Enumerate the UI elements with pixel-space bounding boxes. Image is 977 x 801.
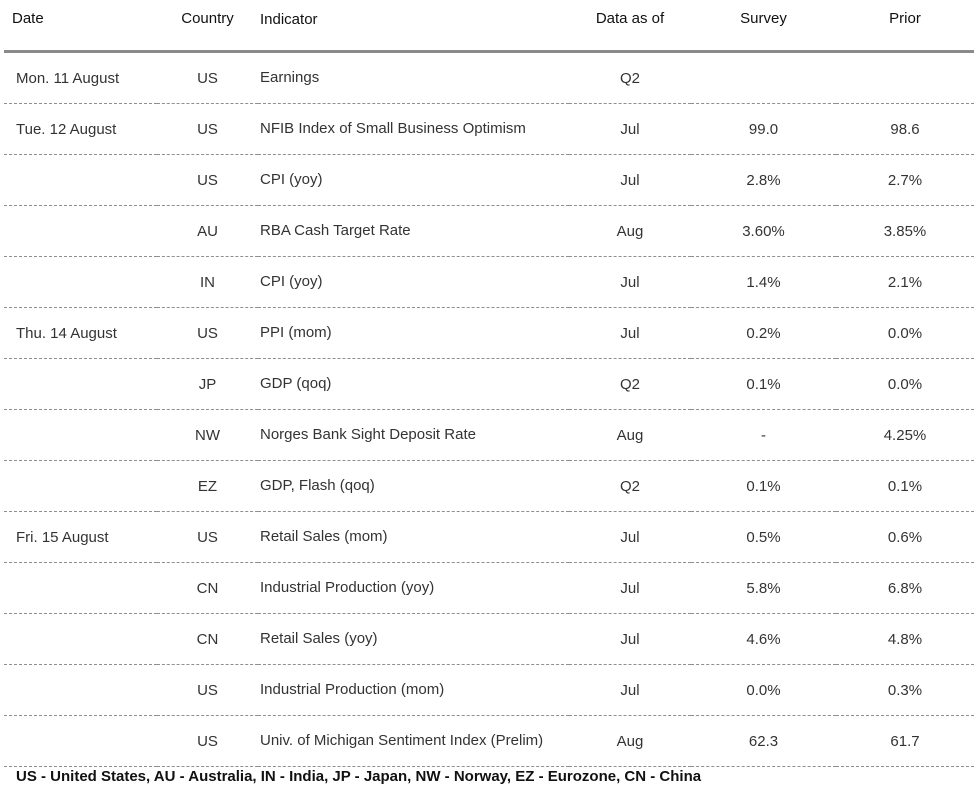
table-row [4,614,974,665]
cell-prior: 4.25% [836,410,974,461]
cell-indicator: GDP (qoq) [258,359,569,410]
table-row [4,512,974,563]
cell-indicator: Earnings [258,52,569,104]
cell-prior: 0.1% [836,461,974,512]
cell-survey: - [691,410,836,461]
table-row [4,155,974,206]
cell-date [4,614,157,665]
header-row [4,0,974,52]
cell-date [4,155,157,206]
cell-prior: 0.0% [836,308,974,359]
cell-indicator: PPI (mom) [258,308,569,359]
cell-indicator: Univ. of Michigan Sentiment Index (Prelim) [258,716,569,767]
cell-date: Fri. 15 August [4,512,157,563]
cell-survey: 62.3 [691,716,836,767]
cell-survey: 99.0 [691,104,836,155]
cell-country: US [157,512,258,563]
cell-survey: 5.8% [691,563,836,614]
cell-data-as-of: Jul [569,665,691,716]
cell-date [4,206,157,257]
cell-country: US [157,52,258,104]
cell-country: US [157,308,258,359]
cell-country: NW [157,410,258,461]
cell-survey: 4.6% [691,614,836,665]
cell-country: US [157,155,258,206]
cell-indicator: CPI (yoy) [258,155,569,206]
cell-country: AU [157,206,258,257]
cell-date [4,410,157,461]
calendar-table [4,0,974,767]
cell-indicator: Industrial Production (yoy) [258,563,569,614]
header-survey: Survey [691,0,836,52]
cell-prior: 4.8% [836,614,974,665]
cell-survey: 0.1% [691,359,836,410]
cell-survey: 0.5% [691,512,836,563]
cell-data-as-of: Aug [569,410,691,461]
cell-prior: 6.8% [836,563,974,614]
cell-date [4,716,157,767]
cell-prior: 61.7 [836,716,974,767]
cell-indicator: Norges Bank Sight Deposit Rate [258,410,569,461]
cell-survey: 3.60% [691,206,836,257]
cell-data-as-of: Jul [569,155,691,206]
cell-indicator: NFIB Index of Small Business Optimism [258,104,569,155]
cell-country: US [157,716,258,767]
cell-indicator: Retail Sales (mom) [258,512,569,563]
cell-data-as-of: Q2 [569,359,691,410]
table-row [4,410,974,461]
cell-indicator: Industrial Production (mom) [258,665,569,716]
cell-prior: 2.1% [836,257,974,308]
cell-data-as-of: Q2 [569,461,691,512]
header-country: Country [157,0,258,52]
cell-country: IN [157,257,258,308]
cell-data-as-of: Jul [569,563,691,614]
cell-data-as-of: Aug [569,206,691,257]
cell-data-as-of: Aug [569,716,691,767]
cell-date [4,665,157,716]
cell-date: Thu. 14 August [4,308,157,359]
cell-country: US [157,665,258,716]
table-row [4,308,974,359]
header-date: Date [4,0,157,52]
table-row [4,359,974,410]
cell-data-as-of: Q2 [569,52,691,104]
cell-survey: 2.8% [691,155,836,206]
cell-date [4,461,157,512]
cell-data-as-of: Jul [569,257,691,308]
country-legend-footnote: US - United States, AU - Australia, IN - India, JP - Japan, NW - Norway, EZ - Eurozone, CN - China [16,768,702,785]
table-row [4,104,974,155]
cell-date [4,257,157,308]
cell-survey: 0.2% [691,308,836,359]
cell-indicator: RBA Cash Target Rate [258,206,569,257]
header-indicator: Indicator [258,0,569,52]
cell-prior: 3.85% [836,206,974,257]
cell-data-as-of: Jul [569,512,691,563]
table-row [4,716,974,767]
table-row [4,461,974,512]
cell-country: CN [157,614,258,665]
header-prior: Prior [836,0,974,52]
table-row [4,665,974,716]
cell-prior [836,52,974,104]
cell-prior: 98.6 [836,104,974,155]
cell-survey: 0.0% [691,665,836,716]
table-row [4,563,974,614]
cell-data-as-of: Jul [569,308,691,359]
cell-prior: 0.3% [836,665,974,716]
cell-date: Tue. 12 August [4,104,157,155]
cell-prior: 0.0% [836,359,974,410]
cell-prior: 0.6% [836,512,974,563]
cell-country: CN [157,563,258,614]
table-row [4,257,974,308]
cell-indicator: CPI (yoy) [258,257,569,308]
cell-data-as-of: Jul [569,104,691,155]
cell-country: US [157,104,258,155]
table-row [4,206,974,257]
cell-country: JP [157,359,258,410]
table-row [4,52,974,104]
header-data-as-of: Data as of [569,0,691,52]
cell-indicator: Retail Sales (yoy) [258,614,569,665]
cell-indicator: GDP, Flash (qoq) [258,461,569,512]
cell-survey: 1.4% [691,257,836,308]
cell-country: EZ [157,461,258,512]
cell-prior: 2.7% [836,155,974,206]
cell-date [4,563,157,614]
cell-survey: 0.1% [691,461,836,512]
cell-date [4,359,157,410]
cell-data-as-of: Jul [569,614,691,665]
cell-date: Mon. 11 August [4,52,157,104]
cell-survey [691,52,836,104]
